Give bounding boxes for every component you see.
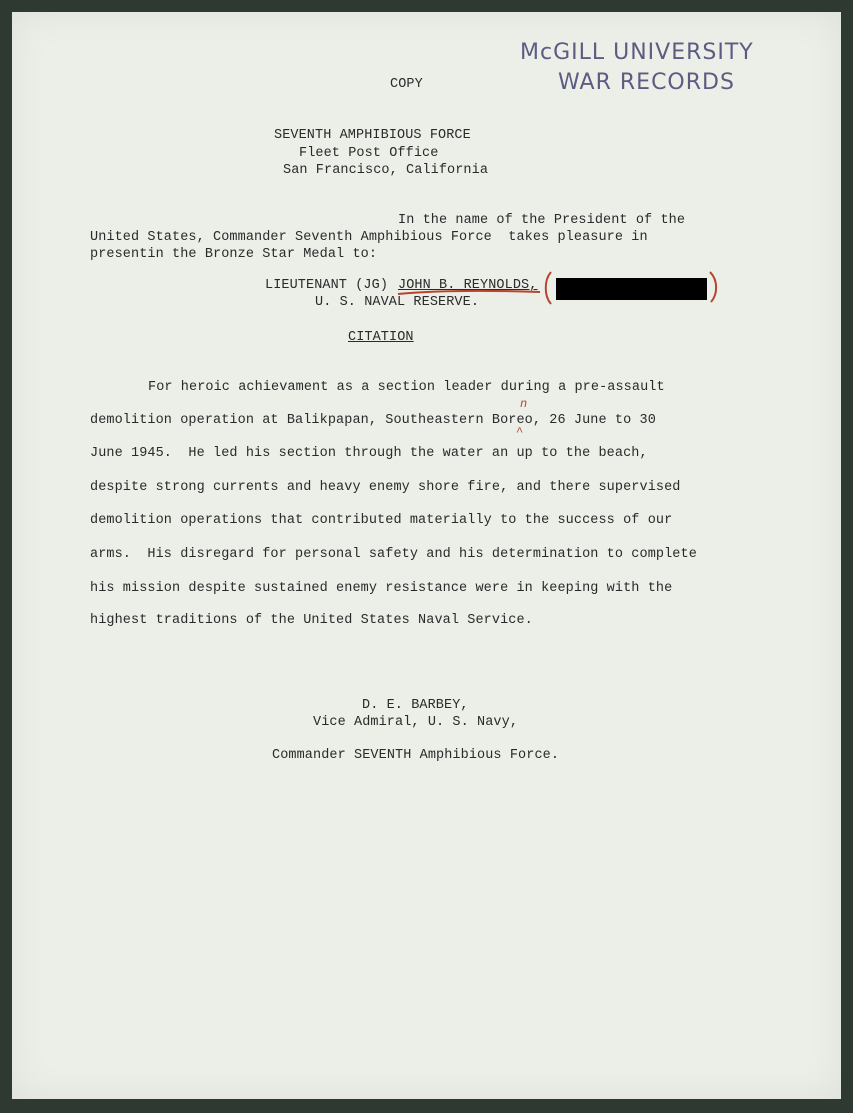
- citation-line: despite strong currents and heavy enemy shore fire, and there supervised: [90, 480, 681, 495]
- intro-line-2: United States, Commander Seventh Amphibious Force takes pleasure in: [90, 230, 648, 245]
- office-name: Fleet Post Office: [299, 146, 439, 161]
- stamp-line-2: WAR RECORDS: [558, 70, 735, 95]
- recipient-name: JOHN B. REYNOLDS,: [398, 278, 538, 293]
- copy-label: COPY: [390, 77, 423, 92]
- recipient-rank: LIEUTENANT (JG): [265, 278, 389, 293]
- citation-line: June 1945. He led his section through the water an up to the beach,: [90, 446, 648, 461]
- citation-line: highest traditions of the United States Naval Service.: [90, 613, 533, 628]
- intro-line-3: presentin the Bronze Star Medal to:: [90, 247, 378, 262]
- office-location: San Francisco, California: [283, 163, 489, 178]
- citation-line: For heroic achievament as a section leader during a pre-assault: [148, 380, 665, 395]
- correction-mark: n: [520, 397, 528, 411]
- citation-line: demolition operation at Balikpapan, Southeastern Boreo, 26 June to 30: [90, 413, 656, 428]
- stamp-line-1: McGILL UNIVERSITY: [520, 40, 754, 65]
- signature-name: D. E. BARBEY,: [362, 698, 469, 713]
- citation-line: demolition operations that contributed materially to the success of our: [90, 513, 673, 528]
- citation-line: his mission despite sustained enemy resistance were in keeping with the: [90, 581, 673, 596]
- redaction-bar: [556, 278, 707, 300]
- intro-line-1: In the name of the President of the: [398, 213, 686, 228]
- correction-caret: ^: [516, 425, 524, 439]
- org-name: SEVENTH AMPHIBIOUS FORCE: [274, 128, 471, 143]
- citation-line: arms. His disregard for personal safety and his determination to complete: [90, 547, 697, 562]
- citation-heading: CITATION: [348, 330, 414, 345]
- signature-title: Vice Admiral, U. S. Navy,: [313, 715, 519, 730]
- recipient-unit: U. S. NAVAL RESERVE.: [315, 295, 480, 310]
- signature-command: Commander SEVENTH Amphibious Force.: [272, 748, 560, 763]
